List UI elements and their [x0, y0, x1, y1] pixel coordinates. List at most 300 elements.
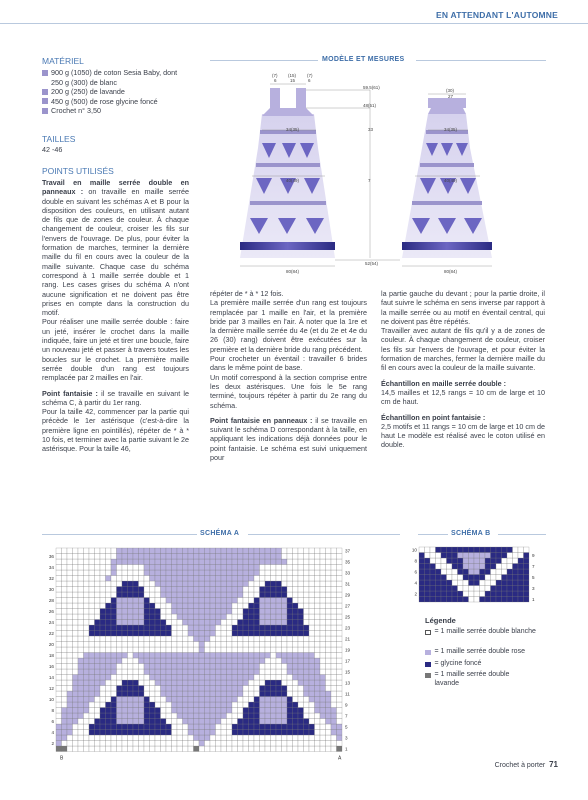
chart-cell	[56, 620, 62, 626]
chart-cell	[221, 658, 227, 664]
chart-cell	[150, 730, 156, 736]
chart-cell	[106, 614, 112, 620]
chart-cell	[144, 730, 150, 736]
chart-cell	[287, 691, 293, 697]
chart-cell	[100, 548, 106, 554]
chart-cell	[249, 680, 255, 686]
chart-cell	[243, 603, 249, 609]
chart-cell	[232, 548, 238, 554]
chart-cell	[139, 697, 145, 703]
chart-cell	[161, 625, 167, 631]
chart-cell	[62, 691, 68, 697]
chart-cell	[216, 592, 222, 598]
chart-cell	[315, 592, 321, 598]
chart-cell	[150, 587, 156, 593]
chart-cell	[194, 548, 200, 554]
row-label: 3	[345, 735, 348, 741]
chart-cell	[249, 708, 255, 714]
chart-cell	[254, 708, 260, 714]
chart-cell	[84, 642, 90, 648]
chart-cell	[320, 581, 326, 587]
figure-rule-left	[210, 60, 318, 61]
chart-cell	[419, 564, 425, 570]
chart-cell	[100, 713, 106, 719]
row-label: 4	[51, 729, 54, 735]
chart-cell	[78, 658, 84, 664]
chart-cell	[150, 581, 156, 587]
chart-cell	[139, 620, 145, 626]
chart-cell	[199, 592, 205, 598]
chart-cell	[199, 603, 205, 609]
chart-cell	[150, 680, 156, 686]
chart-cell	[238, 675, 244, 681]
chart-cell	[155, 653, 161, 659]
chart-cell	[144, 565, 150, 571]
chart-cell	[436, 575, 442, 581]
chart-cell	[260, 664, 266, 670]
chart-cell	[249, 719, 255, 725]
chart-cell	[183, 664, 189, 670]
chart-cell	[304, 581, 310, 587]
chart-cell	[331, 658, 337, 664]
chart-cell	[304, 576, 310, 582]
row-label: 35	[345, 559, 351, 565]
chart-cell	[216, 669, 222, 675]
chart-cell	[139, 719, 145, 725]
chart-cell	[293, 724, 299, 730]
chart-cell	[238, 669, 244, 675]
chart-cell	[177, 554, 183, 560]
chart-cell	[161, 686, 167, 692]
chart-cell	[150, 631, 156, 637]
chart-cell	[326, 603, 332, 609]
chart-cell	[298, 598, 304, 604]
chart-cell	[67, 669, 73, 675]
chart-cell	[298, 570, 304, 576]
chart-cell	[84, 647, 90, 653]
chart-cell	[183, 609, 189, 615]
chart-cell	[315, 642, 321, 648]
chart-cell	[331, 746, 337, 752]
chart-cell	[150, 614, 156, 620]
chart-cell	[320, 719, 326, 725]
row-label: 7	[532, 563, 535, 569]
chart-cell	[205, 603, 211, 609]
chart-cell	[183, 702, 189, 708]
chart-cell	[73, 719, 79, 725]
chart-cell	[166, 620, 172, 626]
chart-cell	[155, 669, 161, 675]
chart-cell	[243, 708, 249, 714]
chart-cell	[62, 702, 68, 708]
chart-cell	[227, 686, 233, 692]
chart-cell	[199, 741, 205, 747]
chart-cell	[502, 597, 508, 603]
chart-cell	[128, 647, 134, 653]
chart-cell	[276, 675, 282, 681]
chart-cell	[56, 559, 62, 565]
chart-cell	[216, 559, 222, 565]
chart-cell	[84, 680, 90, 686]
chart-cell	[238, 587, 244, 593]
chart-cell	[463, 586, 469, 592]
chart-cell	[227, 724, 233, 730]
chart-cell	[458, 569, 464, 575]
chart-cell	[216, 664, 222, 670]
chart-cell	[326, 559, 332, 565]
chart-cell	[331, 625, 337, 631]
chart-cell	[177, 576, 183, 582]
chart-cell	[216, 614, 222, 620]
chart-cell	[469, 547, 475, 553]
chart-cell	[139, 548, 145, 554]
dress-diagram	[200, 68, 545, 280]
chart-cell	[469, 575, 475, 581]
chart-cell	[89, 631, 95, 637]
chart-cell	[78, 746, 84, 752]
chart-cell	[188, 702, 194, 708]
chart-cell	[304, 680, 310, 686]
chart-cell	[56, 741, 62, 747]
chart-cell	[425, 558, 431, 564]
chart-cell	[67, 559, 73, 565]
chart-cell	[194, 570, 200, 576]
chart-cell	[183, 587, 189, 593]
chart-cell	[276, 576, 282, 582]
chart-cell	[210, 741, 216, 747]
chart-cell	[293, 680, 299, 686]
chart-cell	[144, 647, 150, 653]
chart-cell	[238, 570, 244, 576]
chart-cell	[254, 713, 260, 719]
chart-cell	[172, 614, 178, 620]
chart-cell	[249, 576, 255, 582]
chart-cell	[293, 741, 299, 747]
chart-cell	[117, 686, 123, 692]
chart-cell	[265, 713, 271, 719]
chart-cell	[260, 653, 266, 659]
chart-cell	[67, 598, 73, 604]
chart-cell	[254, 548, 260, 554]
chart-cell	[287, 609, 293, 615]
chart-cell	[260, 576, 266, 582]
chart-cell	[117, 658, 123, 664]
chart-cell	[309, 653, 315, 659]
chart-cell	[133, 647, 139, 653]
chart-cell	[106, 631, 112, 637]
chart-cell	[287, 581, 293, 587]
chart-cell	[337, 636, 343, 642]
chart-cell	[337, 559, 343, 565]
chart-cell	[128, 559, 134, 565]
chart-cell	[133, 664, 139, 670]
chart-cell	[139, 609, 145, 615]
chart-cell	[271, 570, 277, 576]
chart-cell	[166, 559, 172, 565]
chart-cell	[337, 647, 343, 653]
chart-cell	[205, 592, 211, 598]
chart-cell	[161, 614, 167, 620]
chart-cell	[166, 697, 172, 703]
chart-cell	[238, 565, 244, 571]
chart-cell	[62, 741, 68, 747]
chart-cell	[271, 614, 277, 620]
chart-cell	[89, 675, 95, 681]
chart-cell	[254, 686, 260, 692]
chart-cell	[298, 680, 304, 686]
chart-cell	[144, 625, 150, 631]
chart-cell	[84, 570, 90, 576]
chart-cell	[436, 591, 442, 597]
chart-cell	[502, 591, 508, 597]
chart-cell	[491, 591, 497, 597]
chart-cell	[331, 581, 337, 587]
chart-cell	[128, 625, 134, 631]
chart-cell	[441, 558, 447, 564]
chart-cell	[276, 631, 282, 637]
chart-cell	[480, 591, 486, 597]
chart-cell	[67, 741, 73, 747]
chart-cell	[122, 625, 128, 631]
chart-cell	[524, 586, 530, 592]
chart-cell	[260, 691, 266, 697]
chart-cell	[111, 680, 117, 686]
chart-cell	[298, 636, 304, 642]
chart-cell	[430, 564, 436, 570]
chart-cell	[117, 636, 123, 642]
row-label: 21	[345, 636, 351, 642]
chart-cell	[282, 609, 288, 615]
chart-cell	[172, 620, 178, 626]
chart-cell	[238, 554, 244, 560]
chart-cell	[474, 569, 480, 575]
chart-cell	[95, 653, 101, 659]
chart-cell	[183, 636, 189, 642]
chart-cell	[480, 580, 486, 586]
chart-cell	[199, 587, 205, 593]
chart-cell	[249, 669, 255, 675]
chart-cell	[315, 658, 321, 664]
chart-cell	[320, 669, 326, 675]
chart-cell	[150, 719, 156, 725]
chart-cell	[276, 702, 282, 708]
chart-cell	[447, 553, 453, 559]
chart-cell	[320, 741, 326, 747]
chart-cell	[507, 569, 513, 575]
chart-cell	[282, 548, 288, 554]
chart-cell	[155, 581, 161, 587]
chart-cell	[150, 741, 156, 747]
chart-cell	[62, 609, 68, 615]
chart-cell	[210, 581, 216, 587]
chart-cell	[161, 702, 167, 708]
chart-cell	[73, 735, 79, 741]
chart-cell	[177, 713, 183, 719]
chart-cell	[161, 708, 167, 714]
chart-cell	[183, 735, 189, 741]
chart-cell	[227, 565, 233, 571]
chart-cell	[304, 614, 310, 620]
chart-cell	[243, 581, 249, 587]
chart-cell	[183, 746, 189, 752]
chart-cell	[463, 569, 469, 575]
chart-cell	[117, 625, 123, 631]
chart-cell	[144, 735, 150, 741]
chart-cell	[199, 664, 205, 670]
chart-cell	[221, 664, 227, 670]
chart-cell	[315, 609, 321, 615]
chart-cell	[221, 735, 227, 741]
chart-cell	[144, 642, 150, 648]
chart-cell	[106, 746, 112, 752]
chart-cell	[100, 570, 106, 576]
chart-cell	[276, 653, 282, 659]
chart-cell	[111, 592, 117, 598]
chart-cell	[276, 658, 282, 664]
chart-cell	[425, 586, 431, 592]
chart-cell	[150, 686, 156, 692]
chart-cell	[507, 558, 513, 564]
chart-cell	[73, 724, 79, 730]
chart-cell	[298, 653, 304, 659]
chart-cell	[282, 576, 288, 582]
chart-cell	[309, 691, 315, 697]
chart-cell	[210, 631, 216, 637]
chart-cell	[205, 548, 211, 554]
row-label: 16	[48, 663, 54, 669]
chart-cell	[216, 603, 222, 609]
chart-cell	[276, 620, 282, 626]
chart-cell	[216, 631, 222, 637]
chart-cell	[56, 576, 62, 582]
chart-cell	[139, 741, 145, 747]
chart-cell	[166, 554, 172, 560]
chart-cell	[430, 547, 436, 553]
chart-cell	[265, 741, 271, 747]
chart-cell	[89, 625, 95, 631]
chart-cell	[227, 697, 233, 703]
chart-cell	[309, 735, 315, 741]
chart-cell	[177, 636, 183, 642]
chart-cell	[326, 614, 332, 620]
chart-cell	[84, 746, 90, 752]
chart-cell	[243, 559, 249, 565]
chart-cell	[238, 598, 244, 604]
chart-cell	[293, 702, 299, 708]
chart-cell	[144, 570, 150, 576]
chart-cell	[276, 647, 282, 653]
chart-cell	[265, 587, 271, 593]
chart-cell	[122, 642, 128, 648]
chart-cell	[238, 548, 244, 554]
chart-cell	[62, 686, 68, 692]
chart-cell	[100, 620, 106, 626]
chart-cell	[188, 565, 194, 571]
chart-cell	[128, 708, 134, 714]
chart-cell	[238, 686, 244, 692]
chart-cell	[469, 569, 475, 575]
chart-cell	[133, 631, 139, 637]
chart-cell	[249, 603, 255, 609]
chart-cell	[199, 570, 205, 576]
chart-cell	[320, 702, 326, 708]
chart-cell	[265, 609, 271, 615]
chart-cell	[221, 730, 227, 736]
chart-cell	[298, 603, 304, 609]
chart-cell	[502, 569, 508, 575]
chart-cell	[139, 669, 145, 675]
chart-cell	[122, 653, 128, 659]
chart-cell	[282, 642, 288, 648]
chart-cell	[150, 559, 156, 565]
chart-cell	[100, 581, 106, 587]
row-label: 24	[48, 619, 54, 625]
chart-cell	[447, 547, 453, 553]
chart-cell	[238, 609, 244, 615]
chart-cell	[282, 724, 288, 730]
tailles-heading: TAILLES	[42, 134, 76, 144]
chart-cell	[298, 631, 304, 637]
chart-cell	[62, 576, 68, 582]
chart-cell	[315, 565, 321, 571]
chart-cell	[232, 598, 238, 604]
chart-cell	[128, 664, 134, 670]
chart-cell	[265, 746, 271, 752]
chart-cell	[111, 686, 117, 692]
chart-cell	[111, 636, 117, 642]
chart-cell	[298, 697, 304, 703]
chart-cell	[133, 697, 139, 703]
chart-cell	[304, 570, 310, 576]
chart-cell	[139, 631, 145, 637]
chart-cell	[144, 664, 150, 670]
chart-cell	[227, 741, 233, 747]
chart-cell	[282, 587, 288, 593]
chart-cell	[67, 686, 73, 692]
chart-cell	[56, 675, 62, 681]
chart-cell	[111, 724, 117, 730]
chart-cell	[84, 675, 90, 681]
chart-cell	[100, 587, 106, 593]
chart-cell	[271, 735, 277, 741]
chart-cell	[161, 664, 167, 670]
chart-cell	[287, 741, 293, 747]
chart-cell	[117, 741, 123, 747]
chart-cell	[166, 625, 172, 631]
chart-cell	[491, 586, 497, 592]
chart-cell	[474, 580, 480, 586]
chart-cell	[260, 724, 266, 730]
chart-cell	[106, 735, 112, 741]
chart-cell	[177, 620, 183, 626]
chart-cell	[150, 691, 156, 697]
chart-cell	[232, 554, 238, 560]
chart-cell	[485, 591, 491, 597]
chart-cell	[199, 576, 205, 582]
chart-cell	[463, 564, 469, 570]
chart-cell	[276, 581, 282, 587]
chart-cell	[166, 724, 172, 730]
chart-cell	[78, 598, 84, 604]
chart-cell	[221, 719, 227, 725]
chart-cell	[89, 592, 95, 598]
chart-cell	[84, 713, 90, 719]
chart-cell	[227, 592, 233, 598]
chart-cell	[216, 735, 222, 741]
chart-cell	[221, 708, 227, 714]
chart-cell	[243, 636, 249, 642]
chart-cell	[128, 719, 134, 725]
